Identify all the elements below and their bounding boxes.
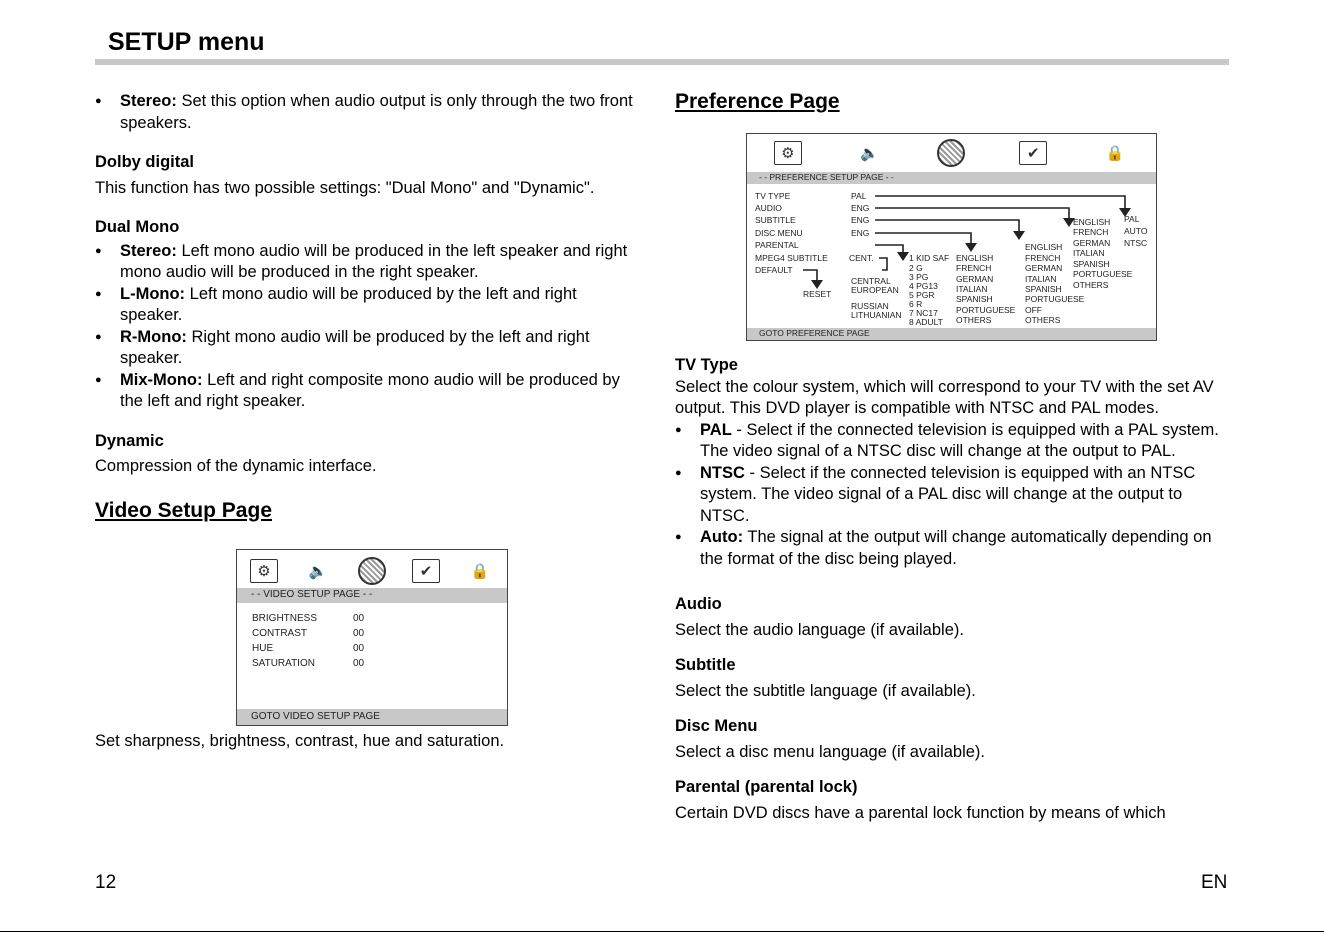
tv-type-item: ● Auto: The signal at the output will change automatically depending on the format of the disc being played. — [675, 527, 1235, 570]
parental-option: 8 ADULT — [909, 317, 943, 327]
arrow-lines — [747, 134, 1156, 340]
menu-item-subtitle: SUBTITLE — [755, 215, 796, 225]
disc-menu-option: ENGLISH — [956, 253, 994, 263]
menu-item-tv-type: TV TYPE — [755, 191, 791, 201]
menu-item-audio: AUDIO — [755, 203, 782, 213]
dynamic-heading: Dynamic — [95, 431, 164, 450]
left-column — [95, 91, 640, 521]
lock-icon: 🔒 — [470, 563, 490, 580]
subtitle-option: OTHERS — [1025, 315, 1061, 325]
value-mpeg4: CENT. — [849, 253, 874, 263]
video-setup-heading: Video Setup Page — [95, 498, 272, 522]
osd-row-label: HUE — [252, 643, 274, 654]
subtitle-option: OFF — [1025, 305, 1042, 315]
preference-heading: Preference Page — [675, 90, 840, 113]
page-title: SETUP menu — [108, 28, 265, 56]
parental-option: 5 PGR — [909, 290, 935, 300]
audio-option: GERMAN — [1073, 238, 1111, 248]
parental-text: Certain DVD discs have a parental lock function by means of which — [675, 803, 1166, 822]
mpeg4-option: CENTRAL EUROPEAN — [851, 276, 899, 295]
parental-option: 1 KID SAF — [909, 253, 950, 263]
general-setup-icon: ⚙ — [250, 559, 278, 583]
value-tv-type: PAL — [851, 191, 867, 201]
audio-option: FRENCH — [1073, 227, 1109, 237]
lock-icon: 🔒 — [1105, 145, 1125, 162]
disc-menu-option: SPANISH — [956, 294, 993, 304]
value-subtitle: ENG — [851, 215, 870, 225]
tv-type-heading: TV Type — [675, 356, 738, 374]
tv-type-item: ● NTSC - Select if the connected television is equipped with an NTSC system. The video signal of a PAL disc will change at the output to NTSC. — [675, 463, 1235, 528]
parental-heading: Parental (parental lock) — [675, 778, 858, 796]
audio-text: Select the audio language (if available). — [675, 620, 964, 639]
preference-screen — [746, 133, 1157, 341]
disc-menu-option: ITALIAN — [956, 284, 988, 294]
tv-option: PAL — [1124, 214, 1140, 224]
subtitle-option: PORTUGUESE — [1025, 294, 1085, 304]
goto-bar: GOTO PREFERENCE PAGE — [747, 328, 1156, 340]
osd-row-label: BRIGHTNESS — [252, 613, 318, 624]
osd-row-value: 00 — [353, 643, 365, 654]
subtitle-option: SPANISH — [1025, 284, 1062, 294]
tv-option: NTSC — [1124, 238, 1148, 248]
menu-item-parental: PARENTAL — [755, 240, 799, 250]
preference-icon: ✔ — [412, 559, 440, 583]
tv-type-text: Select the colour system, which will correspond to your TV with the set AV output. This DVD player is compatible with NTSC and PAL modes. — [675, 377, 1214, 417]
bottom-border — [0, 931, 1324, 932]
dynamic-text: Compression of the dynamic interface. — [95, 457, 377, 475]
disc-menu-option: OTHERS — [956, 315, 992, 325]
subtitle-text: Select the subtitle language (if available). — [675, 681, 976, 700]
osd-row-label: SATURATION — [252, 658, 315, 669]
dual-mono-item: ● Stereo: Left mono audio will be produced in the left speaker and right mono audio will be produced in the right speaker. — [95, 241, 640, 284]
audio-option: OTHERS — [1073, 280, 1109, 290]
mpeg4-option: RUSSIAN LITHUANIAN — [851, 301, 902, 320]
value-audio: ENG — [851, 203, 870, 213]
parental-option: 2 G — [909, 263, 923, 273]
dual-mono-heading: Dual Mono — [95, 218, 180, 236]
subtitle-heading: Subtitle — [675, 656, 736, 674]
disc-icon — [358, 557, 386, 585]
menu-item-default: DEFAULT — [755, 265, 793, 275]
menu-item-mpeg4: MPEG4 SUBTITLE — [755, 253, 828, 263]
reset-label: RESET — [803, 289, 832, 299]
dual-mono-item: ● Mix-Mono: Left and right composite mono audio will be produced by the left and right speaker. — [95, 370, 640, 413]
page-label-bar: - - VIDEO SETUP PAGE - - — [237, 588, 507, 603]
disc-menu-option: FRENCH — [956, 263, 992, 273]
audio-option: PORTUGUESE — [1073, 269, 1133, 279]
parental-option: 6 R — [909, 299, 923, 309]
dual-mono-item: ● R-Mono: Right mono audio will be produced by the left and right speaker. — [95, 327, 640, 370]
audio-option: ITALIAN — [1073, 248, 1105, 258]
osd-icon-bar — [237, 556, 507, 586]
disc-menu-option: GERMAN — [956, 274, 994, 284]
speaker-icon: 🔈 — [308, 563, 328, 580]
osd-row-value: 00 — [353, 628, 365, 639]
video-caption: Set sharpness, brightness, contrast, hue and saturation. — [95, 732, 505, 750]
dolby-text: This function has two possible settings: "Dual Mono" and "Dynamic". — [95, 178, 595, 197]
subtitle-option: ITALIAN — [1025, 274, 1057, 284]
page-number: 12 — [95, 872, 117, 893]
osd-row-value: 00 — [353, 658, 365, 669]
general-setup-icon: ⚙ — [774, 141, 802, 165]
preference-icon: ✔ — [1019, 141, 1047, 165]
dual-mono-item: ● L-Mono: Left mono audio will be produced by the left and right speaker. — [95, 284, 640, 327]
tv-option: AUTO — [1124, 226, 1148, 236]
value-disc-menu: ENG — [851, 228, 870, 238]
disc-menu-heading: Disc Menu — [675, 717, 758, 735]
dolby-heading: Dolby digital — [95, 153, 194, 171]
audio-option: ENGLISH — [1073, 217, 1111, 227]
parental-option: 7 NC17 — [909, 308, 938, 318]
audio-heading: Audio — [675, 595, 722, 613]
title-rule — [95, 59, 1229, 65]
stereo-bullet: ● Stereo: Set this option when audio output is only through the two front speakers. — [95, 91, 640, 134]
audio-option: SPANISH — [1073, 259, 1110, 269]
parental-option: 3 PG — [909, 272, 929, 282]
menu-item-disc-menu: DISC MENU — [755, 228, 803, 238]
subtitle-option: GERMAN — [1025, 263, 1063, 273]
video-setup-screen — [236, 549, 508, 726]
speaker-icon: 🔈 — [860, 145, 880, 162]
subtitle-option: ENGLISH — [1025, 242, 1063, 252]
page-label-bar: - - PREFERENCE SETUP PAGE - - — [747, 172, 1156, 184]
right-column-text — [675, 355, 1235, 824]
goto-bar: GOTO VIDEO SETUP PAGE — [237, 709, 507, 725]
disc-menu-option: PORTUGUESE — [956, 305, 1016, 315]
right-column — [675, 91, 1235, 113]
language-code: EN — [1201, 872, 1228, 893]
parental-option: 4 PG13 — [909, 281, 938, 291]
osd-row-value: 00 — [353, 613, 365, 624]
tv-type-item: ● PAL - Select if the connected television is equipped with a PAL system. The video signal of a NTSC disc will change at the output to PAL. — [675, 420, 1235, 463]
disc-menu-text: Select a disc menu language (if available). — [675, 742, 986, 761]
subtitle-option: FRENCH — [1025, 253, 1061, 263]
osd-row-label: CONTRAST — [252, 628, 307, 639]
